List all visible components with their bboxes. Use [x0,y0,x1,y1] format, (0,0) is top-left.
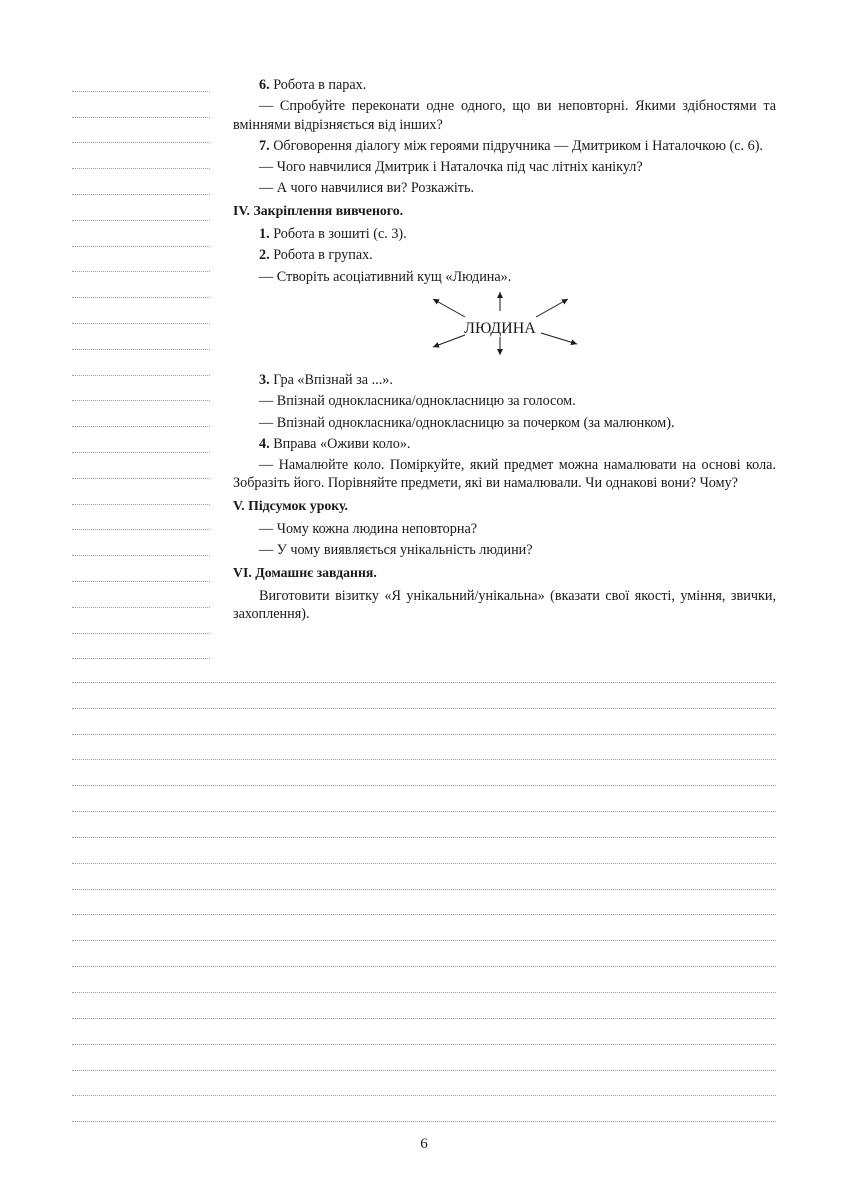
item-7-question-1: — Чого навчилися Дмитрик і Наталочка під час літніх канікул? [259,159,643,176]
note-line [72,735,776,761]
margin-note-line [72,634,210,660]
section-heading-4: IV. Закріплення вивченого. [233,202,404,218]
s4-item-2-question: — Створіть асоціативний кущ «Людина». [259,268,512,285]
margin-note-line [72,479,210,505]
cluster-arrow-up-left [433,299,465,317]
note-line [72,1019,776,1045]
margin-note-line [72,530,210,556]
item-6-question: — Спробуйте переконати одне одного, що ви неповторні. Якими здібностями та вміннями відрізняється від інших? [233,98,776,133]
margin-note-line [72,401,210,427]
s4-item-4-question: — Намалюйте коло. Поміркуйте, який предмет можна намалювати на основі кола. Зобразіть його. Порівняйте предмети, які ви намалювали. Чи однакові вони? Чому? [233,457,776,492]
margin-note-line [72,92,210,118]
note-line [72,967,776,993]
cluster-center-word: ЛЮДИНА [464,319,536,337]
s4-item-2: 2. Робота в групах. [259,247,373,264]
note-line [72,760,776,786]
note-line [72,709,776,735]
s4-item-3: 3. Гра «Впізнай за ...». [259,371,393,388]
margin-note-line [72,427,210,453]
item-6: 6. Робота в парах. [259,77,367,93]
margin-note-line [72,221,210,247]
s4-item-4: 4. Вправа «Оживи коло». [259,435,411,452]
note-line [72,993,776,1019]
note-line [72,864,776,890]
margin-note-line [72,376,210,402]
margin-note-line [72,453,210,479]
note-line [72,890,776,916]
note-line [72,1096,776,1122]
margin-note-line [72,608,210,634]
margin-note-line [72,118,210,144]
margin-note-line [72,195,210,221]
s4-item-1: 1. Робота в зошиті (с. 3). [259,226,407,243]
note-line [72,657,776,683]
margin-note-line [72,169,210,195]
section-heading-6: VI. Домашнє завдання. [233,564,377,580]
s4-item-3-question-2: — Впізнай однокласника/однокласницю за почерком (за малюнком). [259,414,675,431]
note-line [72,1071,776,1097]
section-heading-5: V. Підсумок уроку. [233,497,348,513]
note-line [72,1045,776,1071]
note-line [72,941,776,967]
margin-note-line [72,143,210,169]
lesson-content [233,76,776,627]
s5-question-2: — У чому виявляється унікальність людини? [259,542,533,559]
homework-text: Виготовити візитку «Я унікальний/унікальна» (вказати свої якості, уміння, звички, захоплення). [233,587,776,623]
note-line [72,812,776,838]
margin-note-line [72,556,210,582]
item-7-question-2: — А чого навчилися ви? Розкажіть. [259,180,474,197]
margin-note-line [72,66,210,92]
cluster-arrow-down-right [541,333,577,344]
page-number: 6 [420,1136,428,1152]
margin-note-line [72,582,210,608]
margin-note-line [72,505,210,531]
notes-lines [72,657,776,1122]
margin-note-lines [72,66,210,659]
margin-note-line [72,272,210,298]
margin-note-line [72,247,210,273]
s5-question-1: — Чому кожна людина неповторна? [259,521,478,538]
margin-note-line [72,350,210,376]
s4-item-3-question-1: — Впізнай однокласника/однокласницю за голосом. [259,393,576,410]
item-7: 7. Обговорення діалогу між героями підручника — Дмитриком і Наталочкою (с. 6). [259,137,763,154]
note-line [72,915,776,941]
note-line [72,683,776,709]
cluster-arrow-down-left [433,335,465,347]
note-line [72,786,776,812]
margin-note-line [72,298,210,324]
note-line [72,838,776,864]
margin-note-line [72,324,210,350]
association-cluster-diagram [233,289,776,367]
cluster-arrow-up-right [536,299,568,317]
